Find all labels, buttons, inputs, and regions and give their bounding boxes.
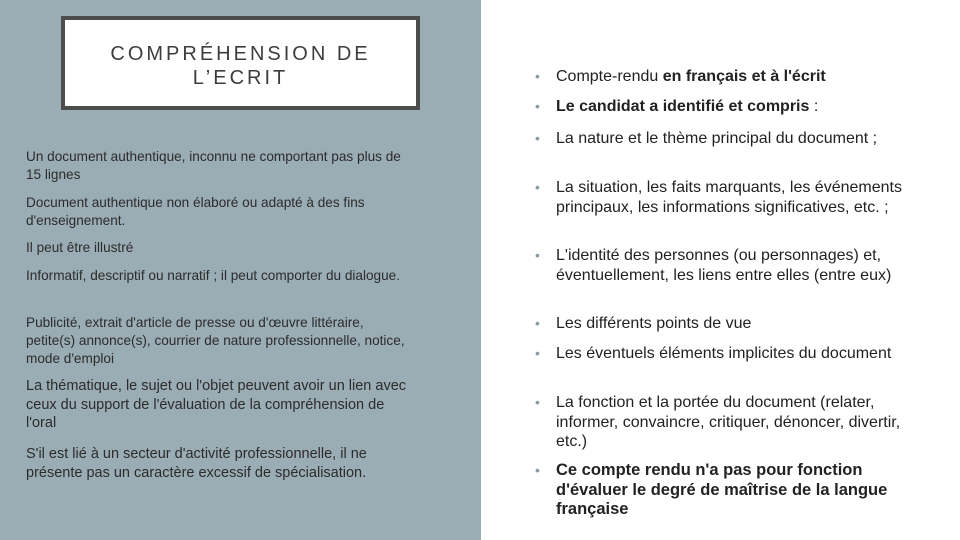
bullet-dot-icon: • [535,394,540,410]
bullet-item-3: • La nature et le thème principal du document ; [535,130,878,147]
bullet-dot-icon: • [535,462,540,478]
bullet-item-8: • La fonction et la portée du document (relater, informer, convaincre, critiquer, dénoncer, divertir, etc.) [535,394,901,450]
bullet-item-6: • Les différents points de vue [535,315,752,332]
paragraph-text: Il peut être illustré [26,240,134,255]
bullet-dot-icon: • [535,68,540,84]
paragraph-text: Publicité, extrait d'article de presse ou d'œuvre littéraire, petite(s) annonce(s), courrier de nature professionnelle, notice, mode d'emploi [26,315,405,366]
left-paragraph-5 [26,314,411,368]
bullet-item-2: • Le candidat a identifié et compris : [535,98,819,115]
bullet-item-9: • Ce compte rendu n'a pas pour fonction d'évaluer le degré de maîtrise de la langue française [535,461,888,518]
bullet-dot-icon: • [535,130,540,146]
title-box [61,16,420,110]
left-paragraph-7 [26,445,411,482]
slide-title-line2: L’ECRIT [192,67,289,89]
bullet-dot-icon: • [535,315,540,331]
bullet-item-4: • La situation, les faits marquants, les événements principaux, les informations significatives, etc. ; [535,179,902,216]
slide-title-line1: COMPRÉHENSION DE [110,43,371,65]
paragraph-text: S'il est lié à un secteur d'activité professionnelle, il ne présente pas un caractère excessif de spécialisation. [26,446,367,481]
left-paragraph-3 [26,239,411,257]
paragraph-text: Document authentique non élaboré ou adapté à des fins d'enseignement. [26,195,365,228]
left-paragraph-4 [26,267,411,285]
paragraph-text: La thématique, le sujet ou l'objet peuvent avoir un lien avec ceux du support de l'évaluation de la compréhension de l'oral [26,378,407,431]
bullet-dot-icon: • [535,179,540,195]
bullet-item-1: • Compte-rendu en français et à l'écrit [535,68,826,85]
bullet-dot-icon: • [535,345,540,361]
left-paragraph-1 [26,148,411,184]
paragraph-text: Informatif, descriptif ou narratif ; il peut comporter du dialogue. [26,268,401,283]
bullet-dot-icon: • [535,247,540,263]
bullet-dot-icon: • [535,98,540,114]
bullet-item-5: • L'identité des personnes (ou personnages) et, éventuellement, les liens entre elles (entre eux) [535,247,892,284]
left-paragraph-6 [26,377,411,433]
paragraph-text: Un document authentique, inconnu ne comportant pas plus de 15 lignes [26,149,401,182]
left-paragraph-2 [26,194,411,230]
bullet-item-7: • Les éventuels éléments implicites du document [535,345,892,362]
